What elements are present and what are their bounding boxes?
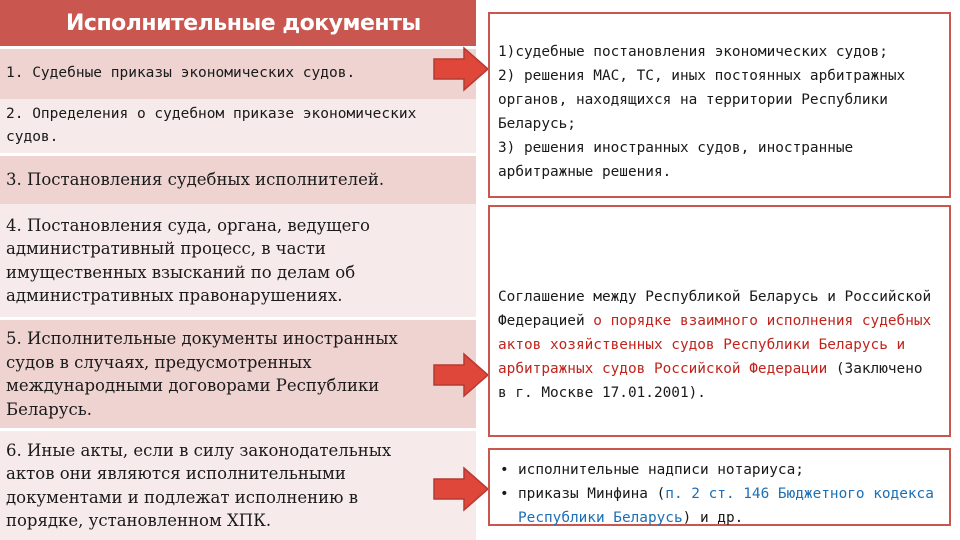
list-item — [0, 320, 476, 428]
list-item — [496, 482, 941, 530]
budget-code-reference: п. 2 ст. 146 Бюджетного кодекса Республики Беларусь — [518, 486, 934, 526]
list-item — [0, 49, 476, 99]
box-line: 1)судебные постановления экономических судов; — [498, 44, 888, 60]
list-item-text: 1. Судебные приказы экономических судов. — [6, 65, 356, 82]
court-acts-box — [488, 12, 951, 198]
documents-list — [0, 0, 476, 540]
list-item — [0, 99, 476, 153]
other-documents-box — [488, 448, 951, 526]
arrow-right-icon — [432, 352, 490, 398]
box-line: 2) решения МАС, ТС, иных постоянных арбитражных органов, находящихся на территории Республики Беларусь; — [498, 68, 906, 132]
box-line: 3) решения иностранных судов, иностранные арбитражные решения. — [498, 140, 854, 180]
list-item-text: 4. Постановления суда, органа, ведущего административный процесс, в части имущественных взысканий по делам об административных правонарушениях. — [6, 215, 370, 305]
agreement-date: (Заключено в г. Москве 17.01.2001). — [498, 361, 923, 401]
arrow-right-icon — [432, 466, 490, 512]
list-item — [0, 204, 476, 317]
agreement-subject: о порядке взаимного исполнения судебных актов хозяйственных судов Республики Беларусь и арбитражных судов Российской Федерации — [498, 313, 932, 377]
arrow-right-icon — [432, 46, 490, 92]
list-item — [496, 458, 941, 482]
list-item — [0, 156, 476, 204]
page-title: Исполнительные документы — [0, 0, 476, 46]
bullet-text: исполнительные надписи нотариуса; — [518, 462, 804, 478]
list-item — [0, 431, 476, 540]
list-item-text: 5. Исполнительные документы иностранных судов в случаях, предусмотренных международными договорами Республики Беларусь. — [6, 329, 398, 419]
agreement-title: Соглашение между Республикой Беларусь и Российской Федерацией — [498, 289, 932, 329]
list-item-text: 6. Иные акты, если в силу законодательных актов они являются исполнительными документами и подлежат исполнению в порядке, установленном ХПК. — [6, 440, 392, 530]
bullet-text: ) и др. — [682, 510, 744, 526]
list-item-text: 3. Постановления судебных исполнителей. — [6, 170, 385, 190]
bullet-icon: • — [500, 462, 509, 478]
bullet-icon: • — [500, 486, 509, 502]
list-item-text: 2. Определения о судебном приказе экономических судов. — [6, 105, 417, 145]
bullet-text: приказы Минфина ( — [518, 486, 666, 502]
agreement-box — [488, 205, 951, 437]
